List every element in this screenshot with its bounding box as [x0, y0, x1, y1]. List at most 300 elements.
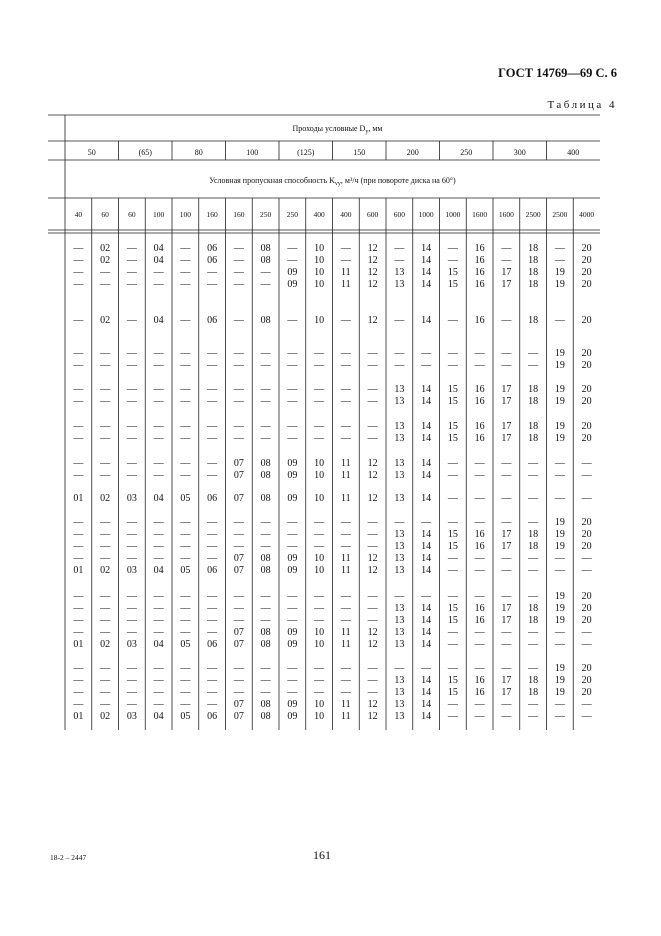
table-cell: —: [474, 493, 485, 504]
table-cell: —: [314, 687, 325, 698]
table-cell: —: [260, 663, 271, 674]
table-cell: —: [153, 396, 164, 407]
table-cell: —: [581, 470, 592, 481]
table-cell: 20: [581, 675, 592, 686]
table-cell: 12: [367, 279, 378, 290]
table-cell: —: [126, 255, 137, 266]
table-cell: —: [260, 348, 271, 359]
table-cell: 03: [126, 493, 137, 504]
table-cell: —: [207, 384, 218, 395]
table-cell: 20: [581, 348, 592, 359]
table-cell: —: [367, 591, 378, 602]
table-cell: —: [554, 553, 565, 564]
table-cell: —: [581, 699, 592, 710]
table-cell: 13: [394, 267, 405, 278]
table-cell: 20: [581, 687, 592, 698]
kv-value: 160: [233, 210, 245, 219]
table-cell: 13: [394, 687, 405, 698]
table-cell: 16: [474, 675, 485, 686]
table-cell: 19: [554, 267, 565, 278]
kv-value: 600: [393, 210, 405, 219]
kv-value: 1000: [445, 210, 461, 219]
table-cell: 14: [421, 711, 432, 722]
table-cell: 14: [421, 615, 432, 626]
table-cell: 07: [233, 493, 244, 504]
table-cell: 12: [367, 711, 378, 722]
table-cell: —: [73, 421, 84, 432]
table-cell: —: [153, 348, 164, 359]
table-cell: —: [367, 663, 378, 674]
kv-value: 400: [340, 210, 352, 219]
table-cell: —: [447, 348, 458, 359]
table-cell: 13: [394, 384, 405, 395]
table-cell: —: [100, 699, 111, 710]
table-cell: —: [554, 243, 565, 254]
table-cell: —: [233, 529, 244, 540]
table-cell: 14: [421, 687, 432, 698]
diameter-value: 50: [87, 148, 96, 157]
table-cell: 14: [421, 396, 432, 407]
table-cell: —: [207, 470, 218, 481]
table-cell: —: [126, 348, 137, 359]
diameter-value: 100: [246, 148, 259, 157]
table-cell: —: [554, 255, 565, 266]
table-cell: 11: [341, 553, 351, 564]
table-cell: 17: [501, 541, 512, 552]
table-cell: 15: [447, 433, 458, 444]
table-cell: —: [233, 255, 244, 266]
table-cell: —: [73, 553, 84, 564]
table-cell: 19: [554, 541, 565, 552]
table-cell: 18: [528, 255, 539, 266]
table-cell: 20: [581, 243, 592, 254]
table-cell: —: [207, 433, 218, 444]
table-cell: —: [314, 675, 325, 686]
table-cell: —: [528, 493, 539, 504]
table-cell: —: [394, 348, 405, 359]
table-cell: 18: [528, 315, 539, 326]
table-cell: —: [126, 279, 137, 290]
table-cell: 05: [180, 639, 191, 650]
table-cell: 01: [73, 493, 84, 504]
table-cell: —: [367, 384, 378, 395]
page-number: 161: [313, 848, 331, 862]
table-cell: 08: [260, 711, 271, 722]
table-cell: 17: [501, 433, 512, 444]
table-cell: 14: [421, 675, 432, 686]
diameter-value: 250: [460, 148, 473, 157]
table-cell: —: [180, 348, 191, 359]
table-cell: —: [528, 711, 539, 722]
table-cell: 04: [153, 255, 164, 266]
table-cell: —: [73, 279, 84, 290]
table-cell: 20: [581, 360, 592, 371]
table-cell: 06: [207, 493, 218, 504]
table-cell: —: [260, 529, 271, 540]
table-cell: 11: [341, 699, 351, 710]
table-cell: —: [447, 493, 458, 504]
table-cell: —: [100, 384, 111, 395]
table-cell: 16: [474, 603, 485, 614]
table-cell: —: [421, 663, 432, 674]
table-cell: 13: [394, 541, 405, 552]
table-cell: 11: [341, 639, 351, 650]
table-cell: 11: [341, 493, 351, 504]
table-cell: —: [180, 267, 191, 278]
table-cell: 06: [207, 243, 218, 254]
table-cell: —: [367, 529, 378, 540]
table-cell: —: [314, 591, 325, 602]
table-cell: —: [207, 627, 218, 638]
table-cell: —: [207, 279, 218, 290]
table-cell: 14: [421, 529, 432, 540]
table-cell: 19: [554, 279, 565, 290]
table-cell: —: [100, 433, 111, 444]
table-cell: —: [287, 529, 298, 540]
table-cell: —: [207, 663, 218, 674]
kv-value: 250: [286, 210, 298, 219]
kv-value: 60: [128, 210, 136, 219]
table-cell: —: [100, 279, 111, 290]
table-cell: —: [126, 663, 137, 674]
table-cell: 07: [233, 553, 244, 564]
table-cell: —: [394, 360, 405, 371]
table-cell: 13: [394, 396, 405, 407]
table-cell: —: [287, 421, 298, 432]
table-cell: —: [126, 553, 137, 564]
table-cell: —: [153, 699, 164, 710]
table-cell: —: [287, 348, 298, 359]
table-cell: —: [100, 458, 111, 469]
table-cell: 08: [260, 639, 271, 650]
table-cell: —: [287, 433, 298, 444]
table-cell: 14: [421, 627, 432, 638]
table-cell: 12: [367, 639, 378, 650]
table-cell: 14: [421, 470, 432, 481]
table-cell: —: [394, 591, 405, 602]
table-cell: —: [233, 615, 244, 626]
table-cell: —: [180, 591, 191, 602]
table-cell: 15: [447, 267, 458, 278]
table-cell: 12: [367, 255, 378, 266]
table-cell: —: [153, 591, 164, 602]
table-cell: 16: [474, 615, 485, 626]
document-reference: ГОСТ 14769—69 С. 6: [498, 66, 617, 80]
table-cell: —: [207, 699, 218, 710]
table-cell: —: [153, 384, 164, 395]
table-cell: 07: [233, 699, 244, 710]
table-cell: 08: [260, 627, 271, 638]
table-cell: —: [501, 348, 512, 359]
table-cell: 15: [447, 603, 458, 614]
table-cell: 12: [367, 627, 378, 638]
table-cell: —: [474, 591, 485, 602]
table-cell: 18: [528, 433, 539, 444]
table-cell: —: [207, 396, 218, 407]
table-cell: —: [314, 663, 325, 674]
table-cell: —: [126, 541, 137, 552]
table-cell: —: [153, 615, 164, 626]
table-cell: —: [447, 565, 458, 576]
table-cell: 10: [314, 627, 325, 638]
table-cell: 08: [260, 493, 271, 504]
table-cell: 13: [394, 627, 405, 638]
table-cell: —: [260, 675, 271, 686]
table-cell: —: [340, 615, 351, 626]
table-cell: —: [367, 517, 378, 528]
kv-value: 100: [179, 210, 191, 219]
table-cell: —: [474, 360, 485, 371]
table-cell: —: [180, 699, 191, 710]
table-cell: —: [180, 687, 191, 698]
table-cell: —: [314, 517, 325, 528]
table-cell: —: [153, 627, 164, 638]
table-cell: 18: [528, 529, 539, 540]
table-cell: —: [260, 360, 271, 371]
diameter-value: 150: [353, 148, 366, 157]
table-cell: —: [340, 396, 351, 407]
kv-value: 160: [206, 210, 218, 219]
table-cell: 02: [100, 243, 111, 254]
table-cell: 09: [287, 279, 298, 290]
table-cell: —: [367, 396, 378, 407]
table-cell: 10: [314, 255, 325, 266]
table-cell: —: [260, 687, 271, 698]
table-cell: —: [528, 699, 539, 710]
table-cell: 16: [474, 433, 485, 444]
table-cell: —: [447, 663, 458, 674]
table-cell: —: [340, 315, 351, 326]
table-cell: —: [126, 517, 137, 528]
table-cell: —: [153, 529, 164, 540]
table-cell: —: [528, 565, 539, 576]
table-cell: 09: [287, 493, 298, 504]
table-cell: 14: [421, 553, 432, 564]
table-cell: —: [314, 360, 325, 371]
table-cell: —: [233, 433, 244, 444]
diameter-value: 80: [194, 148, 203, 157]
table-cell: 10: [314, 553, 325, 564]
table-cell: 13: [394, 529, 405, 540]
table-cell: 01: [73, 565, 84, 576]
table-cell: —: [73, 663, 84, 674]
table-cell: —: [73, 458, 84, 469]
table-cell: 09: [287, 553, 298, 564]
table-cell: 11: [341, 458, 351, 469]
table-cell: 07: [233, 470, 244, 481]
table-cell: —: [207, 517, 218, 528]
table-cell: —: [581, 458, 592, 469]
table-cell: 17: [501, 615, 512, 626]
table-cell: 01: [73, 639, 84, 650]
table-label: Таблица 4: [547, 99, 617, 111]
kv-value: 1000: [418, 210, 434, 219]
table-cell: 14: [421, 493, 432, 504]
table-cell: —: [447, 699, 458, 710]
table-cell: 05: [180, 565, 191, 576]
table-cell: —: [73, 315, 84, 326]
kv-value: 2500: [525, 210, 541, 219]
table-cell: —: [207, 421, 218, 432]
table-cell: —: [581, 639, 592, 650]
table-cell: 18: [528, 675, 539, 686]
table-cell: —: [287, 615, 298, 626]
table-cell: —: [233, 315, 244, 326]
table-cell: —: [581, 627, 592, 638]
table-cell: 20: [581, 315, 592, 326]
table-cell: —: [126, 529, 137, 540]
table-cell: —: [260, 615, 271, 626]
table-cell: 19: [554, 675, 565, 686]
table-cell: —: [367, 603, 378, 614]
table-cell: 20: [581, 433, 592, 444]
table-cell: —: [260, 433, 271, 444]
table-cell: —: [340, 517, 351, 528]
table-cell: —: [554, 315, 565, 326]
table-cell: —: [233, 348, 244, 359]
table-cell: 08: [260, 699, 271, 710]
kv-value: 1600: [498, 210, 514, 219]
table-cell: —: [207, 529, 218, 540]
table-cell: —: [340, 243, 351, 254]
table-cell: —: [126, 243, 137, 254]
table-cell: —: [126, 458, 137, 469]
table-cell: —: [180, 384, 191, 395]
table-cell: 17: [501, 279, 512, 290]
table-cell: —: [100, 360, 111, 371]
table-cell: —: [180, 458, 191, 469]
table-cell: —: [528, 639, 539, 650]
table-cell: 08: [260, 255, 271, 266]
table-cell: —: [207, 553, 218, 564]
table-cell: 12: [367, 458, 378, 469]
table-cell: —: [180, 360, 191, 371]
table-cell: —: [501, 711, 512, 722]
table-cell: —: [260, 384, 271, 395]
table-cell: —: [153, 675, 164, 686]
table-cell: 03: [126, 565, 137, 576]
table-cell: 13: [394, 699, 405, 710]
table-cell: 10: [314, 279, 325, 290]
table-cell: —: [340, 529, 351, 540]
table-cell: 16: [474, 384, 485, 395]
table-cell: 14: [421, 243, 432, 254]
table-cell: —: [100, 529, 111, 540]
table-cell: —: [421, 591, 432, 602]
table-cell: —: [528, 458, 539, 469]
table-cell: 11: [341, 711, 351, 722]
table-cell: 05: [180, 711, 191, 722]
table-cell: —: [447, 627, 458, 638]
table-cell: —: [474, 663, 485, 674]
table-cell: 14: [421, 458, 432, 469]
table-cell: —: [367, 433, 378, 444]
table-cell: 11: [341, 267, 351, 278]
table-cell: —: [474, 470, 485, 481]
table-cell: —: [126, 360, 137, 371]
table-cell: —: [180, 627, 191, 638]
table-cell: —: [180, 541, 191, 552]
table-cell: —: [394, 517, 405, 528]
diameter-header-title: Проходы условные $D_у$, мм: [292, 124, 383, 135]
table-cell: 16: [474, 255, 485, 266]
table-cell: —: [528, 553, 539, 564]
kv-value: 40: [74, 210, 83, 219]
table-cell: —: [233, 421, 244, 432]
table-cell: —: [153, 360, 164, 371]
table-cell: —: [100, 603, 111, 614]
table-cell: —: [73, 541, 84, 552]
table-cell: 14: [421, 255, 432, 266]
table-cell: —: [367, 421, 378, 432]
table-cell: —: [100, 553, 111, 564]
table-cell: —: [367, 541, 378, 552]
table-cell: —: [153, 663, 164, 674]
table-cell: 18: [528, 421, 539, 432]
table-cell: 14: [421, 267, 432, 278]
kv-value: 60: [101, 210, 109, 219]
table-cell: —: [287, 255, 298, 266]
table-cell: —: [474, 565, 485, 576]
table-cell: —: [73, 348, 84, 359]
table-cell: 09: [287, 711, 298, 722]
table-cell: 16: [474, 315, 485, 326]
table-cell: —: [528, 517, 539, 528]
table-cell: 17: [501, 529, 512, 540]
table-cell: —: [394, 255, 405, 266]
table-cell: —: [207, 348, 218, 359]
table-cell: 16: [474, 687, 485, 698]
table-cell: 17: [501, 396, 512, 407]
table-cell: —: [340, 255, 351, 266]
table-cell: 13: [394, 458, 405, 469]
table-cell: —: [581, 553, 592, 564]
table-cell: 13: [394, 553, 405, 564]
table-cell: —: [73, 267, 84, 278]
table-cell: 19: [554, 591, 565, 602]
table-cell: 09: [287, 639, 298, 650]
table-cell: 19: [554, 360, 565, 371]
table-cell: 16: [474, 396, 485, 407]
table-cell: —: [554, 627, 565, 638]
table-cell: 13: [394, 603, 405, 614]
table-cell: —: [340, 421, 351, 432]
table-cell: —: [100, 627, 111, 638]
table-cell: —: [180, 255, 191, 266]
table-cell: —: [287, 384, 298, 395]
table-cell: —: [73, 615, 84, 626]
table-cell: 14: [421, 699, 432, 710]
table-cell: —: [260, 603, 271, 614]
table-cell: —: [340, 541, 351, 552]
table-cell: —: [180, 603, 191, 614]
table-cell: —: [180, 433, 191, 444]
table-cell: 10: [314, 699, 325, 710]
table-cell: —: [73, 360, 84, 371]
table-cell: —: [180, 517, 191, 528]
table-cell: 02: [100, 255, 111, 266]
table-cell: —: [581, 493, 592, 504]
table-cell: 04: [153, 565, 164, 576]
table-cell: —: [367, 675, 378, 686]
table-cell: —: [340, 360, 351, 371]
table-cell: 19: [554, 348, 565, 359]
table-cell: —: [73, 433, 84, 444]
table-cell: —: [447, 458, 458, 469]
table-cell: —: [126, 421, 137, 432]
table-cell: —: [474, 627, 485, 638]
table-cell: 08: [260, 458, 271, 469]
